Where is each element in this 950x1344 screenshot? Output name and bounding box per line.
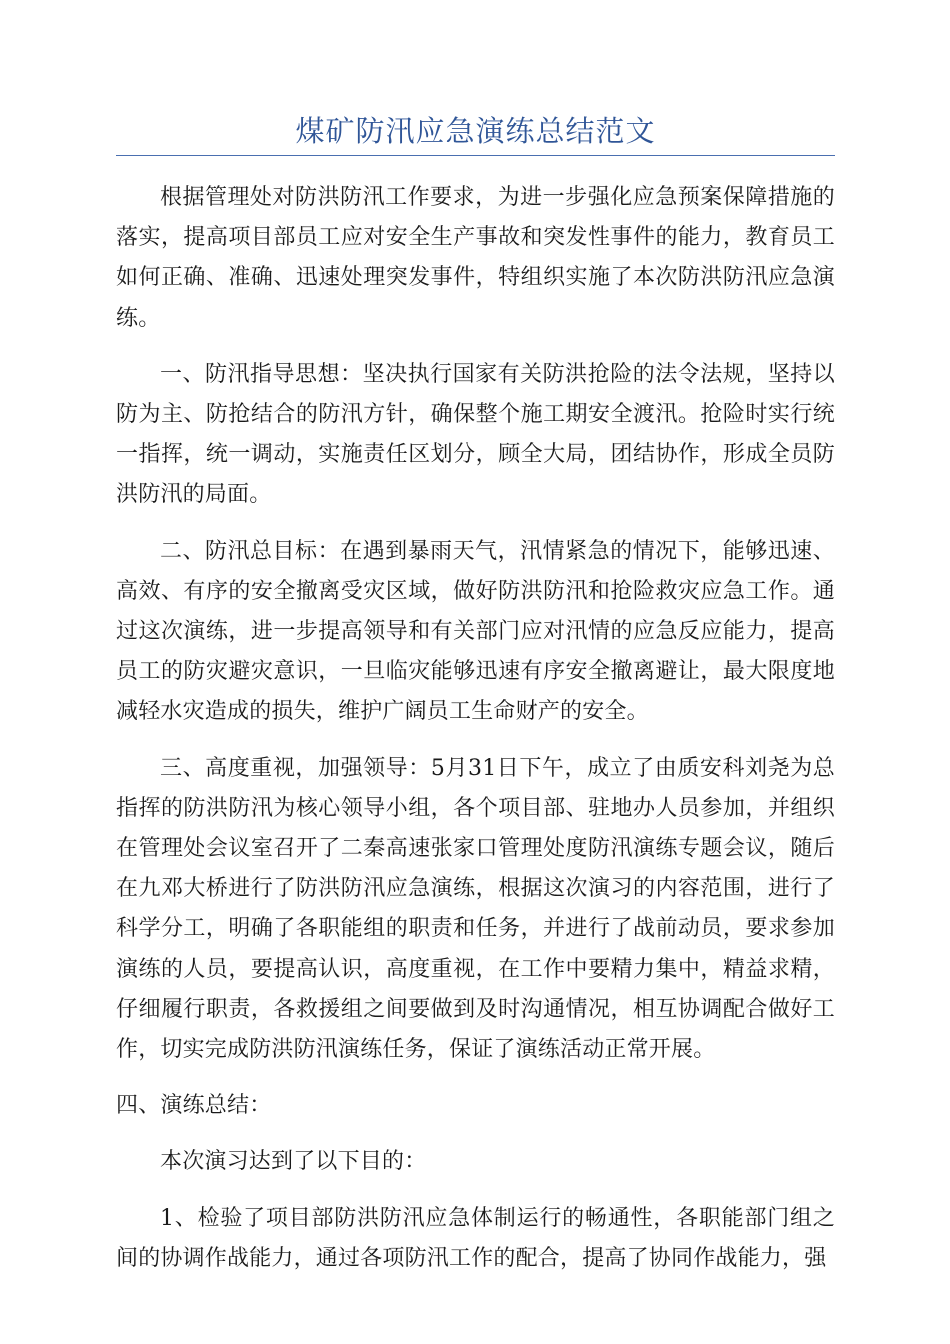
paragraph-objective-1: 1、检验了项目部防洪防汛应急体制运行的畅通性，各职能部门组之间的协调作战能力，通过各项防汛工作的配合，提高了协同作战能力，强 — [116, 1205, 835, 1271]
paragraph-objectives-intro: 本次演习达到了以下目的： — [160, 1149, 427, 1175]
title-underline — [116, 155, 835, 156]
paragraph-guiding-thought: 一、防汛指导思想：坚决执行国家有关防洪抢险的法令法规，坚持以防为主、防抢结合的防汛方针，确保整个施工期安全渡汛。抢险时实行统一指挥，统一调动，实施责任区划分，顾全大局，团结协作，形成全员防洪防汛的局面。 — [116, 361, 835, 508]
paragraph-overall-goal: 二、防汛总目标：在遇到暴雨天气，汛情紧急的情况下，能够迅速、高效、有序的安全撤离受灾区域，做好防洪防汛和抢险救灾应急工作。通过这次演练，进一步提高领导和有关部门应对汛情的应急反应能力，提高员工的防灾避灾意识，一旦临灾能够迅速有序安全撤离避让，最大限度地减轻水灾造成的损失，维护广阔员工生命财产的安全。 — [116, 538, 835, 725]
document-title: 煤矿防汛应急演练总结范文 — [295, 114, 656, 148]
paragraph-summary-heading: 四、演练总结： — [116, 1093, 272, 1119]
document-page — [116, 0, 835, 1295]
paragraph-leadership: 三、高度重视，加强领导：5月31日下午，成立了由质安科刘尧为总指挥的防洪防汛为核心领导小组，各个项目部、驻地办人员参加，并组织在管理处会议室召开了二秦高速张家口管理处度防汛演练专题会议，随后在九邓大桥进行了防洪防汛应急演练，根据这次演习的内容范围，进行了科学分工，明确了各职能组的职责和任务，并进行了战前动员，要求参加演练的人员，要提高认识，高度重视，在工作中要精力集中，精益求精，仔细履行职责，各救援组之间要做到及时沟通情况，相互协调配合做好工作，切实完成防洪防汛演练任务，保证了演练活动正常开展。 — [116, 755, 835, 1063]
paragraph-intro: 根据管理处对防洪防汛工作要求，为进一步强化应急预案保障措施的落实，提高项目部员工应对安全生产事故和突发性事件的能力，教育员工如何正确、准确、迅速处理突发事件，特组织实施了本次防洪防汛应急演练。 — [116, 185, 835, 331]
document-body — [116, 178, 835, 1279]
